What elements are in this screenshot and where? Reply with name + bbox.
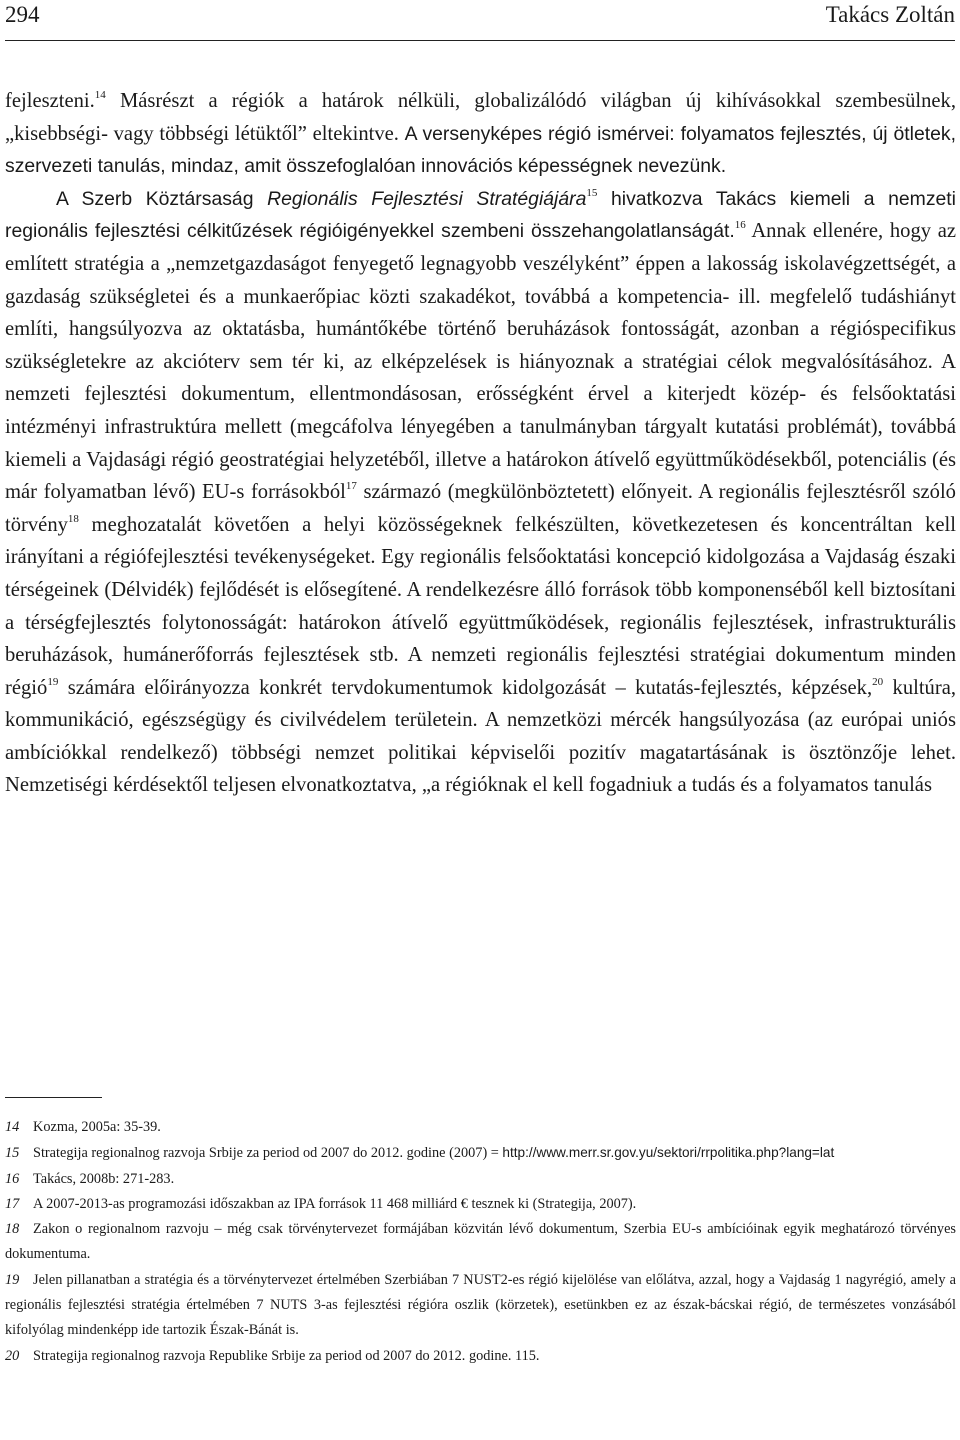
paragraph-2-text-e: kultúra, kommunikáció, egészségügy és civilvédelem területein. A nemzetközi mércék hangsúlyozása (az európai uniós ambíciókkal rendelkező) többségi nemzet politikai képviselői pozitív magatartásának is ösztönzője lehet. Nemzetiségi kérdésektől teljesen elvonatkoztatva, „a régióknak el kell fogadniuk a tudás és a folyamatos tanulás	[5, 676, 956, 797]
footnote-16	[5, 1167, 956, 1192]
paragraph-2	[5, 183, 956, 802]
footnote-number: 16	[5, 1170, 20, 1187]
footnote-text: Zakon o regionalnom razvoju – még csak törvénytervezet formájában közvitán lévő dokumentum, Szerbia EU-s ambícióinak egyik meghatározó törvényes dokumentuma.	[5, 1221, 956, 1263]
footnote-14	[5, 1115, 956, 1140]
header-rule	[5, 40, 955, 41]
footnote-ref-18[interactable]: 18	[67, 512, 79, 525]
footnote-ref-16[interactable]: 16	[734, 219, 746, 232]
strategy-title: Regionális Fejlesztési Stratégiájára	[267, 187, 587, 210]
footnote-text: Strategija regionalnog razvoja Republike Srbije za period od 2007 do 2012. godine. 115.	[33, 1347, 540, 1364]
footnote-20	[5, 1344, 956, 1369]
footnote-url[interactable]: http://www.merr.sr.gov.yu/sektori/rrpolitika.php?lang=lat	[502, 1145, 835, 1161]
footnote-number: 20	[5, 1347, 20, 1364]
footnote-ref-15[interactable]: 15	[586, 186, 598, 199]
footnote-number: 18	[5, 1221, 20, 1238]
paragraph-2-text-c: meghozatalát követően a helyi közösségeknek felkészülten, következetesen és koncentráltan kell irányítani a régiófejlesztési tevékenységeket. Egy regionális felsőoktatási koncepció kidolgozása a Vajdaság északi térségeinek (Délvidék) fejlődését is elősegítené. A rendelkezésre álló források több komponenséből kell biztosítani a térségfejlesztés folytonosságát: határokon átívelő együttműködések, regionális fejlesztések, infrastrukturális beruházások, humánerőforrás fejlesztések stb. A nemzeti regionális fejlesztési stratégiai dokumentum minden régió	[5, 513, 956, 699]
footnote-ref-20[interactable]: 20	[872, 675, 884, 688]
footnote-text: Kozma, 2005a: 35-39.	[33, 1119, 161, 1135]
paragraph-2-text-b: származó (megkülönböztetett) előnyeit. A regionális fejlesztésről szóló törvény	[5, 481, 956, 536]
footnote-number: 15	[5, 1145, 20, 1162]
running-author: Takács Zoltán	[825, 2, 955, 27]
page-number: 294	[5, 2, 40, 27]
footnotes	[5, 1115, 956, 1369]
paragraph-1	[5, 85, 956, 183]
paragraph-2-sans-text: hivatkozva Takács kiemeli a nemzeti regionális fejlesztési célkitűzések régióigényekkel szembeni összehangolatlanságát.	[5, 187, 956, 243]
paragraph-1-sans-text: A versenyképes régió ismérvei: folyamatos fejlesztés, új ötletek, szervezeti tanulás, mindaz, amit összefoglalóan innovációs képességnek nevezünk.	[5, 122, 956, 178]
footnote-ref-19[interactable]: 19	[47, 675, 59, 688]
body-text	[5, 85, 956, 802]
footnote-number: 19	[5, 1271, 20, 1288]
footnote-separator	[5, 1097, 102, 1098]
footnote-text: Strategija regionalnog razvoja Srbije za period od 2007 do 2012. godine (2007) =	[33, 1145, 503, 1162]
footnote-17	[5, 1192, 956, 1217]
running-header	[5, 0, 955, 38]
footnote-ref-17[interactable]: 17	[345, 480, 357, 493]
footnote-15	[5, 1140, 956, 1166]
paragraph-1-text: Másrészt a régiók a határok nélküli, globalizálódó világban új kihívásokkal szembesülnek, „kisebbségi- vagy többségi létüktől” eltekintve.	[5, 90, 956, 145]
footnote-number: 17	[5, 1195, 20, 1212]
footnote-text: Jelen pillanatban a stratégia és a törvénytervezet értelmében Szerbiában 7 NUST2-es régió kijelölése van előlátva, azzal, hogy a Vajdaság 1 nagyrégió, amely a regionális fejlesztési stratégia értelmében 7 NUTS 3-as fejlesztési régióra oszlik (körzetek), esetünkben ez az észak-bácskai régió, de természetes vonzásából kifolyólag mindenképp ide tartozik Észak-Bánát is.	[5, 1271, 956, 1339]
footnote-text: A 2007-2013-as programozási időszakban az IPA források 11 468 milliárd € tesznek ki (Strategija, 2007).	[33, 1195, 637, 1212]
paragraph-2-start: A Szerb Köztársaság	[56, 187, 268, 210]
paragraph-2-text-a: Annak ellenére, hogy az említett stratégia a „nemzetgazdaságot fenyegető legnagyobb veszélyként” éppen a lakosság iskolavégzettségét, a gazdaság szükségletei és a munkaerőpiac közti szakadékot, továbbá a kompetencia- ill. megfelelő tudáshiányt említi, hangsúlyozva az oktatásba, humántőkébe történő beruházások fontosságát, azonban a régióspecifikus szükségletekre az akcióterv sem tér ki, az elképzelések is hiányoznak a stratégiai célok megvalósításához. A nemzeti fejlesztési dokumentum, ellentmondásosan, erősségként érvel a kiterjedt közép- és felsőoktatási intézményi infrastruktúra mellett (megcáfolva lényegében a tanulmányban tárgyalt kutatási problémát), továbbá kiemeli a Vajdasági régió geostratégiai helyzetéből, illetve a határokon átívelő együttműködésekből, potenciális (és már folyamatban lévő) EU-s forrásokból	[5, 220, 957, 504]
footnote-text: Takács, 2008b: 271-283.	[33, 1170, 175, 1187]
paragraph-2-text-d: számára előirányozza konkrét tervdokumentumok kidolgozását – kutatás-fejlesztés, képzések,	[58, 676, 873, 699]
footnote-number: 14	[5, 1119, 20, 1135]
footnote-ref-14[interactable]: 14	[94, 89, 106, 101]
footnote-19	[5, 1268, 956, 1344]
paragraph-1-start: fejleszteni.	[5, 90, 95, 112]
footnote-18	[5, 1217, 956, 1268]
